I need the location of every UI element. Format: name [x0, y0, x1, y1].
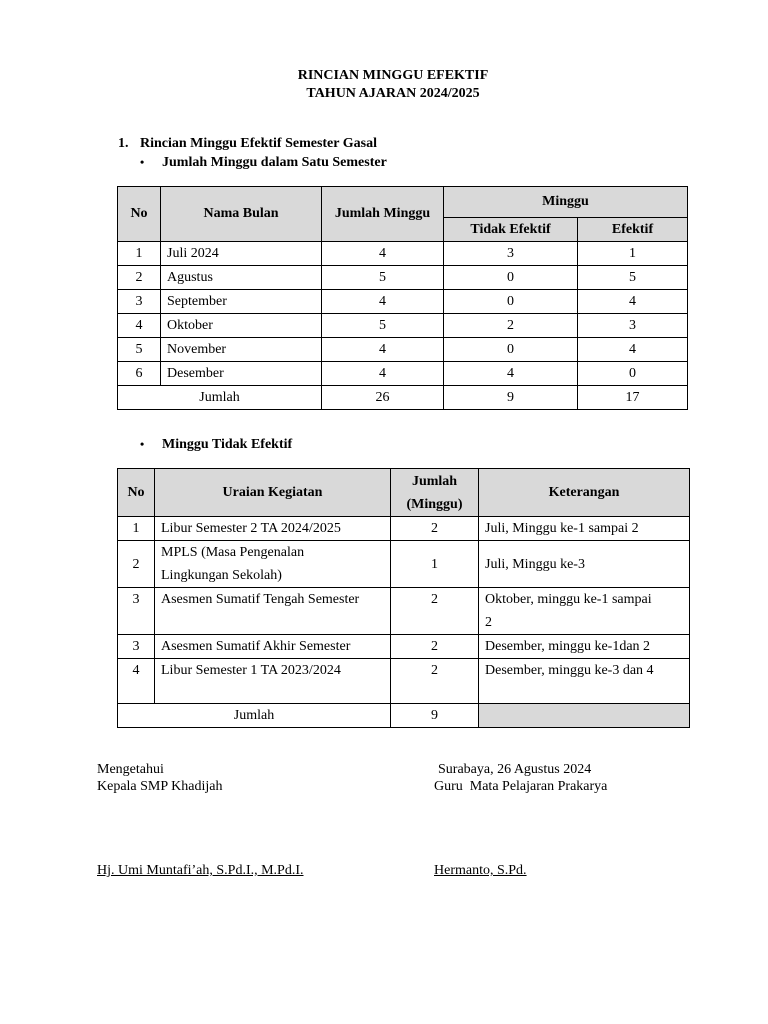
cell-no: 5 — [118, 338, 161, 362]
header-no: No — [118, 469, 155, 517]
signature-left-name: Hj. Umi Muntafi’ah, S.Pd.I., M.Pd.I. — [97, 863, 304, 878]
table-row — [118, 314, 688, 338]
total-jumlah: 9 — [391, 704, 479, 728]
total-label: Jumlah — [118, 704, 391, 728]
cell-efektif: 0 — [578, 362, 688, 386]
signature-right-role: Guru Mata Pelajaran Prakarya — [434, 779, 608, 794]
cell-no: 2 — [118, 541, 155, 588]
cell-keterangan-line2: 2 — [485, 615, 492, 630]
cell-keterangan-line1: Oktober, minggu ke-1 sampai — [485, 592, 652, 607]
cell-jumlah: 2 — [391, 517, 479, 541]
header-uraian: Uraian Kegiatan — [155, 469, 391, 517]
header-efektif: Efektif — [578, 218, 688, 242]
header-minggu: Minggu — [444, 187, 688, 218]
cell-efektif: 4 — [578, 338, 688, 362]
cell-efektif: 1 — [578, 242, 688, 266]
cell-jumlah: 4 — [322, 362, 444, 386]
cell-no: 1 — [118, 242, 161, 266]
cell-jumlah: 5 — [322, 314, 444, 338]
cell-jumlah: 4 — [322, 242, 444, 266]
cell-uraian: Libur Semester 2 TA 2024/2025 — [155, 517, 391, 541]
cell-tidak-efektif: 3 — [444, 242, 578, 266]
cell-no: 3 — [118, 290, 161, 314]
cell-keterangan — [479, 588, 690, 635]
cell-bulan: Agustus — [161, 266, 322, 290]
document-title: RINCIAN MINGGU EFEKTIF — [297, 68, 489, 83]
cell-uraian: Libur Semester 1 TA 2023/2024 — [155, 659, 391, 704]
cell-efektif: 4 — [578, 290, 688, 314]
cell-uraian — [155, 541, 391, 588]
cell-tidak-efektif: 4 — [444, 362, 578, 386]
cell-no: 4 — [118, 659, 155, 704]
cell-tidak-efektif: 0 — [444, 338, 578, 362]
table-total-row — [118, 386, 688, 410]
cell-keterangan: Desember, minggu ke-1dan 2 — [479, 635, 690, 659]
cell-no: 3 — [118, 635, 155, 659]
non-effective-weeks-table — [117, 468, 690, 728]
cell-bulan: November — [161, 338, 322, 362]
cell-jumlah: 2 — [391, 635, 479, 659]
total-keterangan-empty — [479, 704, 690, 728]
bullet-label: Jumlah Minggu dalam Satu Semester — [162, 155, 387, 170]
header-jumlah-line2: (Minggu) — [406, 496, 463, 512]
cell-tidak-efektif: 0 — [444, 290, 578, 314]
bullet-icon: • — [140, 437, 145, 451]
signature-left-role: Kepala SMP Khadijah — [97, 779, 223, 794]
total-efektif: 17 — [578, 386, 688, 410]
cell-keterangan: Juli, Minggu ke-3 — [479, 541, 690, 588]
table-row — [118, 362, 688, 386]
cell-tidak-efektif: 0 — [444, 266, 578, 290]
cell-no: 4 — [118, 314, 161, 338]
table-row — [118, 541, 690, 588]
cell-bulan: September — [161, 290, 322, 314]
header-keterangan: Keterangan — [479, 469, 690, 517]
cell-uraian: Asesmen Sumatif Tengah Semester — [155, 588, 391, 635]
header-jumlah-line1: Jumlah — [411, 473, 458, 489]
total-jumlah: 26 — [322, 386, 444, 410]
cell-efektif: 5 — [578, 266, 688, 290]
bullet-icon: • — [140, 155, 145, 169]
header-tidak-efektif: Tidak Efektif — [444, 218, 578, 242]
cell-jumlah: 4 — [322, 338, 444, 362]
table-total-row — [118, 704, 690, 728]
signature-left-caption: Mengetahui — [97, 762, 164, 777]
table-row — [118, 290, 688, 314]
header-nama-bulan: Nama Bulan — [161, 187, 322, 242]
section-number: 1. — [118, 136, 129, 151]
cell-bulan: Desember — [161, 362, 322, 386]
cell-no: 6 — [118, 362, 161, 386]
effective-weeks-table — [117, 186, 688, 410]
cell-jumlah: 1 — [391, 541, 479, 588]
header-jumlah — [391, 469, 479, 517]
signature-right-place-date: Surabaya, 26 Agustus 2024 — [438, 762, 592, 777]
section-title: Rincian Minggu Efektif Semester Gasal — [140, 136, 377, 151]
signature-right-name: Hermanto, S.Pd. — [434, 863, 527, 878]
cell-no: 3 — [118, 588, 155, 635]
total-tidak-efektif: 9 — [444, 386, 578, 410]
table-row — [118, 242, 688, 266]
document-subtitle: TAHUN AJARAN 2024/2025 — [306, 86, 480, 101]
cell-efektif: 3 — [578, 314, 688, 338]
table-row — [118, 517, 690, 541]
cell-no: 2 — [118, 266, 161, 290]
table-row — [118, 659, 690, 704]
cell-keterangan: Desember, minggu ke-3 dan 4 — [479, 659, 690, 704]
table-row — [118, 635, 690, 659]
table-row — [118, 266, 688, 290]
table-row — [118, 588, 690, 635]
bullet-label: Minggu Tidak Efektif — [162, 437, 293, 452]
section-heading — [118, 136, 377, 152]
cell-uraian-line2: Lingkungan Sekolah) — [161, 568, 282, 583]
cell-jumlah: 2 — [391, 659, 479, 704]
cell-jumlah: 5 — [322, 266, 444, 290]
bullet-heading-jumlah-minggu — [140, 155, 387, 171]
cell-jumlah: 2 — [391, 588, 479, 635]
cell-bulan: Oktober — [161, 314, 322, 338]
table-row — [118, 338, 688, 362]
bullet-heading-tidak-efektif — [140, 437, 292, 453]
header-jumlah-minggu: Jumlah Minggu — [322, 187, 444, 242]
cell-uraian: Asesmen Sumatif Akhir Semester — [155, 635, 391, 659]
cell-uraian-line1: MPLS (Masa Pengenalan — [161, 545, 305, 560]
header-no: No — [118, 187, 161, 242]
cell-bulan: Juli 2024 — [161, 242, 322, 266]
cell-tidak-efektif: 2 — [444, 314, 578, 338]
cell-no: 1 — [118, 517, 155, 541]
cell-keterangan: Juli, Minggu ke-1 sampai 2 — [479, 517, 690, 541]
total-label: Jumlah — [118, 386, 322, 410]
cell-jumlah: 4 — [322, 290, 444, 314]
